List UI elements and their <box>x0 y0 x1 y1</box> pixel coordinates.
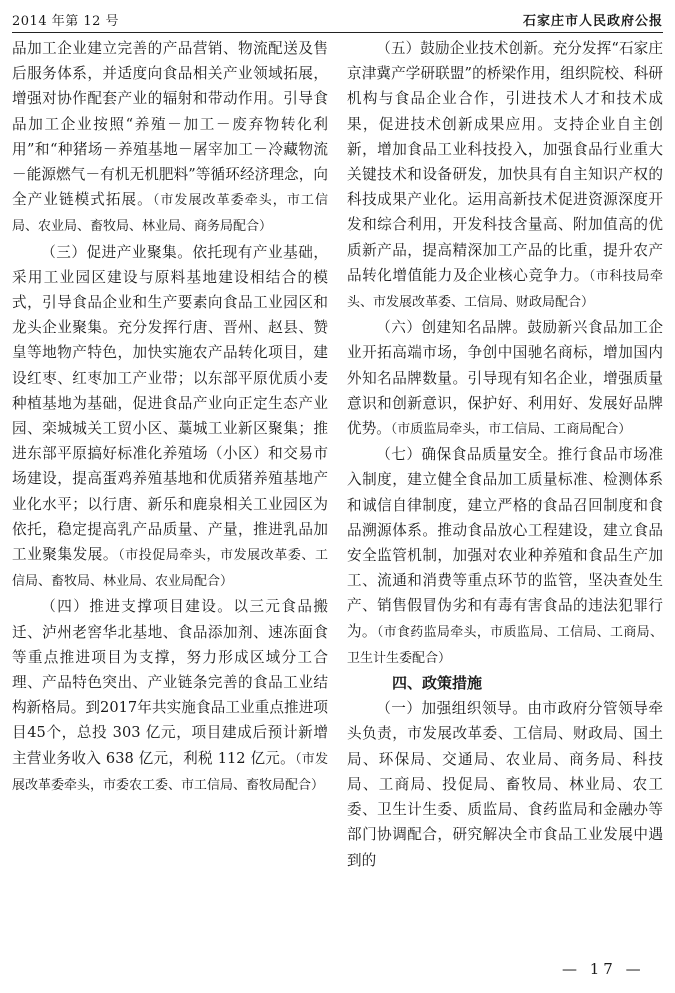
responsibility-note: （市科技局牵头、市发展改革委、工信局、财政局配合） <box>347 268 663 311</box>
responsibility-note: （市发展改革委牵头，市工信局、农业局、畜牧局、林业局、商务局配合） <box>12 193 328 235</box>
page-header <box>12 4 663 33</box>
left-column <box>12 36 328 798</box>
paragraph-leadership <box>347 696 663 872</box>
paragraph-support-projects <box>12 594 328 798</box>
paragraph-industry-cluster <box>12 240 328 595</box>
publication-title: 石家庄市人民政府公报 <box>522 14 663 29</box>
paragraph-text: 由市政府分管领导牵头负责，市发展改革委、工信局、财政局、国土局、环保局、交通局、农业局、商务局、科技局、工商局、投促局、畜牧局、林业局、农工委、卫生计生委、质监局、食药监局和金融办等部门协调配合，研究解决全市食品工业发展中遇到的 <box>347 700 663 869</box>
responsibility-note: （市投促局牵头，市发展改革委、工信局、畜牧局、林业局、农业局配合） <box>12 548 328 590</box>
responsibility-note: （市发展改革委牵头，市委农工委、市工信局、畜牧局配合） <box>12 751 328 793</box>
paragraph-heading: （七）确保食品质量安全。 <box>376 446 558 464</box>
issue-label: 2014 年第 12 号 <box>12 14 120 29</box>
paragraph-heading: （三）促进产业聚集。 <box>41 243 193 261</box>
paragraph-heading: （四）推进支撑项目建设。 <box>41 598 234 616</box>
paragraph-text: 依托现有产业基础，采用工业园区建设与原料基地建设相结合的模式，引导食品企业和生产要素向食品工业园区和龙头企业聚集。充分发挥行唐、晋州、赵县、赞皇等地物产特色，加快实施农产品转化项目，建设红枣、红枣加工产业带；以东部平原优质小麦种植基地为基础，促进食品产业向正定生态产业园、栾城城关工贸小区、藁城工业新区聚集；推进东部平原搞好标准化养殖场（小区）和交易市场建设，提高蛋鸡养殖基地和优质猪养殖基地产业化水平；以行唐、新乐和鹿泉相关工业园区为依托，稳定提高乳产品质量、产量，推进乳品加工业聚集发展。 <box>12 243 328 564</box>
section-title: 四、政策措施 <box>392 674 483 693</box>
paragraph-continued <box>12 36 328 240</box>
paragraph-food-safety <box>347 442 663 671</box>
paragraph-text: 品加工企业建立完善的产品营销、物流配送及售后服务体系，并适度向食品相关产业领域拓展，增强对协作配套产业的辐射和带动作用。引导食品加工企业按照“养殖－加工－废弃物转化利用”和“种猪场－养殖基地－屠宰加工－冷藏物流－能源燃气－有机无机肥料”等循环经济理念，向全产业链模式拓展。 <box>12 40 328 209</box>
paragraph-heading: （一）加强组织领导。 <box>376 700 528 718</box>
paragraph-text: 推行食品市场准入制度，建立健全食品加工质量标准、检测体系和诚信自律制度，建立严格的食品召回制度和食品溯源体系。推动食品放心工程建设，建立食品安全监管机制，加强对农业种养殖和食品生产加工、流通和消费等重点环节的监管，坚决查处生产、销售假冒伪劣和有毒有害食品的违法犯罪行为。 <box>347 446 663 640</box>
paragraph-text: 充分发挥“石家庄京津冀产学研联盟”的桥梁作用，组织院校、科研机构与食品企业合作，引进技术人才和技术成果，促进技术创新成果应用。支持企业自主创新，增加食品工业科技投入，加强食品行业重大关键技术和设备研发，加快具有自主知识产权的科技成果产业化。运用高新技术促进资源深度开发和综合利用，开发科技含量高、附加值高的优质新产品，提高精深加工产品的比重，提升农产品转化增值能力及企业核心竞争力。 <box>347 40 663 284</box>
right-column <box>347 36 663 873</box>
paragraph-text: 鼓励新兴食品加工企业开拓高端市场，争创中国驰名商标，增加国内外知名品牌数量。引导现有知名企业，增强质量意识和创新意识，保护好、利用好、发展好品牌优势。 <box>347 319 663 438</box>
paragraph-brands <box>347 315 663 442</box>
paragraph-text: 以三元食品搬迁、泸州老窖华北基地、食品添加剂、速冻面食等重点推进项目为支撑，努力形成区域分工合理、产品特色突出、产业链条完善的食品工业结构新格局。到2017年共实施食品工业重点推进项目45个，总投 303 亿元，项目建成后预计新增主营业务收入 638 亿元，利税 112 亿元。 <box>12 598 328 767</box>
page-number: — 17 — <box>562 960 645 978</box>
paragraph-tech-innovation <box>347 36 663 315</box>
paragraph-heading: （六）创建知名品牌。 <box>376 319 528 337</box>
responsibility-note: （市食药监局牵头，市质监局、工信局、工商局、卫生计生委配合） <box>347 624 663 666</box>
paragraph-heading: （五）鼓励企业技术创新。 <box>376 40 553 57</box>
responsibility-note: （市质监局牵头，市工信局、工商局配合） <box>390 422 632 438</box>
